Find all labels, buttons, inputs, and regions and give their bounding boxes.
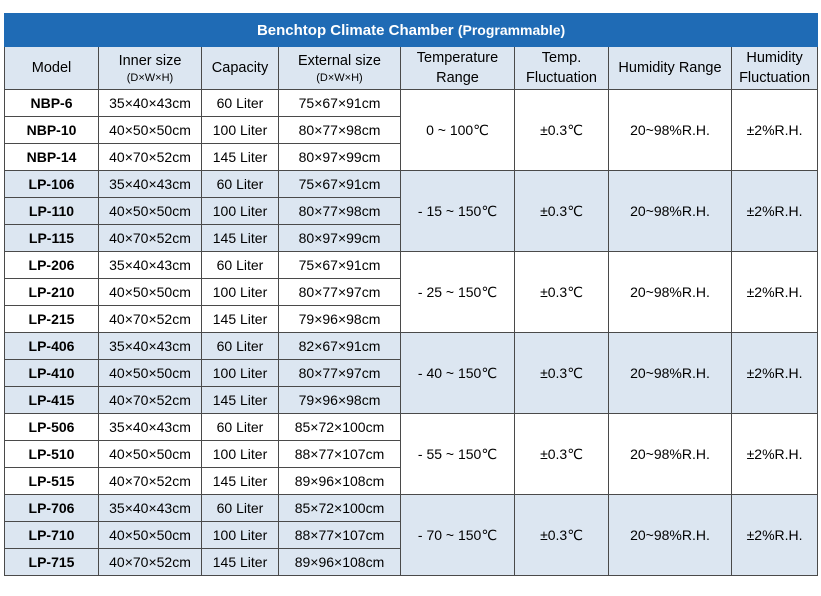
- capacity-cell: 60 Liter: [202, 414, 279, 441]
- humidity-fluctuation-cell: ±2%R.H.: [732, 90, 818, 171]
- table-body: [5, 90, 818, 576]
- model-cell: LP-206: [5, 252, 99, 279]
- inner-size-cell: 40×70×52cm: [99, 225, 202, 252]
- inner-size-cell: 35×40×43cm: [99, 414, 202, 441]
- capacity-cell: 60 Liter: [202, 252, 279, 279]
- header-external-size-unit: (D×W×H): [316, 72, 363, 84]
- external-size-cell: 79×96×98cm: [279, 306, 401, 333]
- model-cell: LP-506: [5, 414, 99, 441]
- external-size-cell: 88×77×107cm: [279, 522, 401, 549]
- humidity-range-cell: 20~98%R.H.: [609, 495, 732, 576]
- inner-size-cell: 40×70×52cm: [99, 549, 202, 576]
- model-cell: NBP-10: [5, 117, 99, 144]
- inner-size-cell: 40×50×50cm: [99, 198, 202, 225]
- capacity-cell: 60 Liter: [202, 171, 279, 198]
- model-cell: NBP-6: [5, 90, 99, 117]
- table-row: [5, 90, 818, 117]
- model-cell: LP-106: [5, 171, 99, 198]
- humidity-range-cell: 20~98%R.H.: [609, 171, 732, 252]
- header-temperature-range: [401, 47, 515, 90]
- temp-fluctuation-cell: ±0.3℃: [515, 252, 609, 333]
- header-inner-size-unit: (D×W×H): [126, 72, 174, 84]
- inner-size-cell: 40×50×50cm: [99, 360, 202, 387]
- model-cell: LP-710: [5, 522, 99, 549]
- capacity-cell: 100 Liter: [202, 279, 279, 306]
- inner-size-cell: 35×40×43cm: [99, 333, 202, 360]
- capacity-cell: 60 Liter: [202, 333, 279, 360]
- external-size-cell: 75×67×91cm: [279, 171, 401, 198]
- header-temp-fluctuation: [515, 47, 609, 90]
- external-size-cell: 80×77×98cm: [279, 198, 401, 225]
- header-hum-fluct-line1: Humidity: [746, 50, 803, 66]
- temp-fluctuation-cell: ±0.3℃: [515, 495, 609, 576]
- model-cell: LP-410: [5, 360, 99, 387]
- spec-table-wrapper: [4, 13, 818, 576]
- inner-size-cell: 35×40×43cm: [99, 171, 202, 198]
- external-size-cell: 75×67×91cm: [279, 252, 401, 279]
- external-size-cell: 88×77×107cm: [279, 441, 401, 468]
- capacity-cell: 145 Liter: [202, 549, 279, 576]
- external-size-cell: 85×72×100cm: [279, 495, 401, 522]
- model-cell: LP-515: [5, 468, 99, 495]
- capacity-cell: 145 Liter: [202, 306, 279, 333]
- inner-size-cell: 40×50×50cm: [99, 441, 202, 468]
- inner-size-cell: 35×40×43cm: [99, 495, 202, 522]
- inner-size-cell: 40×50×50cm: [99, 117, 202, 144]
- inner-size-cell: 35×40×43cm: [99, 252, 202, 279]
- header-temp-fluct-line1: Temp.: [541, 50, 582, 66]
- inner-size-cell: 40×50×50cm: [99, 279, 202, 306]
- table-row: [5, 414, 818, 441]
- header-temp-fluct-line2: Fluctuation: [526, 70, 597, 86]
- capacity-cell: 145 Liter: [202, 144, 279, 171]
- inner-size-cell: 40×70×52cm: [99, 144, 202, 171]
- header-inner-size-label: Inner size: [118, 53, 182, 69]
- humidity-fluctuation-cell: ±2%R.H.: [732, 252, 818, 333]
- model-cell: LP-715: [5, 549, 99, 576]
- header-humidity-fluctuation: [732, 47, 818, 90]
- model-cell: LP-210: [5, 279, 99, 306]
- temp-range-cell: - 40 ~ 150℃: [401, 333, 515, 414]
- model-cell: LP-115: [5, 225, 99, 252]
- humidity-range-cell: 20~98%R.H.: [609, 252, 732, 333]
- model-cell: LP-406: [5, 333, 99, 360]
- inner-size-cell: 40×50×50cm: [99, 522, 202, 549]
- table-title-sub: (Programmable): [457, 21, 566, 38]
- humidity-fluctuation-cell: ±2%R.H.: [732, 414, 818, 495]
- inner-size-cell: 40×70×52cm: [99, 306, 202, 333]
- external-size-cell: 89×96×108cm: [279, 468, 401, 495]
- model-cell: NBP-14: [5, 144, 99, 171]
- humidity-range-cell: 20~98%R.H.: [609, 414, 732, 495]
- external-size-cell: 80×97×99cm: [279, 144, 401, 171]
- table-row: [5, 495, 818, 522]
- inner-size-cell: 35×40×43cm: [99, 90, 202, 117]
- header-model: Model: [5, 47, 99, 90]
- humidity-range-cell: 20~98%R.H.: [609, 90, 732, 171]
- external-size-cell: 75×67×91cm: [279, 90, 401, 117]
- humidity-range-cell: 20~98%R.H.: [609, 333, 732, 414]
- table-row: [5, 252, 818, 279]
- external-size-cell: 89×96×108cm: [279, 549, 401, 576]
- external-size-cell: 80×77×97cm: [279, 360, 401, 387]
- model-cell: LP-110: [5, 198, 99, 225]
- capacity-cell: 100 Liter: [202, 441, 279, 468]
- external-size-cell: 80×97×99cm: [279, 225, 401, 252]
- model-cell: LP-510: [5, 441, 99, 468]
- spec-table: [4, 13, 818, 576]
- temp-fluctuation-cell: ±0.3℃: [515, 333, 609, 414]
- header-external-size: [279, 47, 401, 90]
- capacity-cell: 100 Liter: [202, 117, 279, 144]
- humidity-fluctuation-cell: ±2%R.H.: [732, 171, 818, 252]
- inner-size-cell: 40×70×52cm: [99, 387, 202, 414]
- capacity-cell: 145 Liter: [202, 468, 279, 495]
- external-size-cell: 79×96×98cm: [279, 387, 401, 414]
- header-capacity: Capacity: [202, 47, 279, 90]
- temp-fluctuation-cell: ±0.3℃: [515, 171, 609, 252]
- header-temp-range-line2: Range: [436, 70, 479, 86]
- header-inner-size: [99, 47, 202, 90]
- table-title-main: Benchtop Climate Chamber: [256, 21, 454, 39]
- table-row: [5, 171, 818, 198]
- capacity-cell: 60 Liter: [202, 495, 279, 522]
- header-external-size-label: External size: [297, 53, 381, 69]
- external-size-cell: 82×67×91cm: [279, 333, 401, 360]
- inner-size-cell: 40×70×52cm: [99, 468, 202, 495]
- header-hum-fluct-line2: Fluctuation: [739, 70, 811, 86]
- model-cell: LP-415: [5, 387, 99, 414]
- capacity-cell: 60 Liter: [202, 90, 279, 117]
- external-size-cell: 80×77×98cm: [279, 117, 401, 144]
- humidity-fluctuation-cell: ±2%R.H.: [732, 495, 818, 576]
- temp-range-cell: - 25 ~ 150℃: [401, 252, 515, 333]
- capacity-cell: 100 Liter: [202, 360, 279, 387]
- external-size-cell: 80×77×97cm: [279, 279, 401, 306]
- header-row: [5, 47, 818, 90]
- humidity-fluctuation-cell: ±2%R.H.: [732, 333, 818, 414]
- temp-range-cell: - 70 ~ 150℃: [401, 495, 515, 576]
- table-row: [5, 333, 818, 360]
- temp-range-cell: - 15 ~ 150℃: [401, 171, 515, 252]
- temp-fluctuation-cell: ±0.3℃: [515, 414, 609, 495]
- header-humidity-range: Humidity Range: [609, 47, 732, 90]
- capacity-cell: 145 Liter: [202, 225, 279, 252]
- model-cell: LP-706: [5, 495, 99, 522]
- capacity-cell: 100 Liter: [202, 522, 279, 549]
- model-cell: LP-215: [5, 306, 99, 333]
- external-size-cell: 85×72×100cm: [279, 414, 401, 441]
- capacity-cell: 100 Liter: [202, 198, 279, 225]
- temp-range-cell: 0 ~ 100℃: [401, 90, 515, 171]
- table-title: [5, 14, 818, 47]
- capacity-cell: 145 Liter: [202, 387, 279, 414]
- temp-range-cell: - 55 ~ 150℃: [401, 414, 515, 495]
- header-temp-range-line1: Temperature: [416, 50, 499, 66]
- temp-fluctuation-cell: ±0.3℃: [515, 90, 609, 171]
